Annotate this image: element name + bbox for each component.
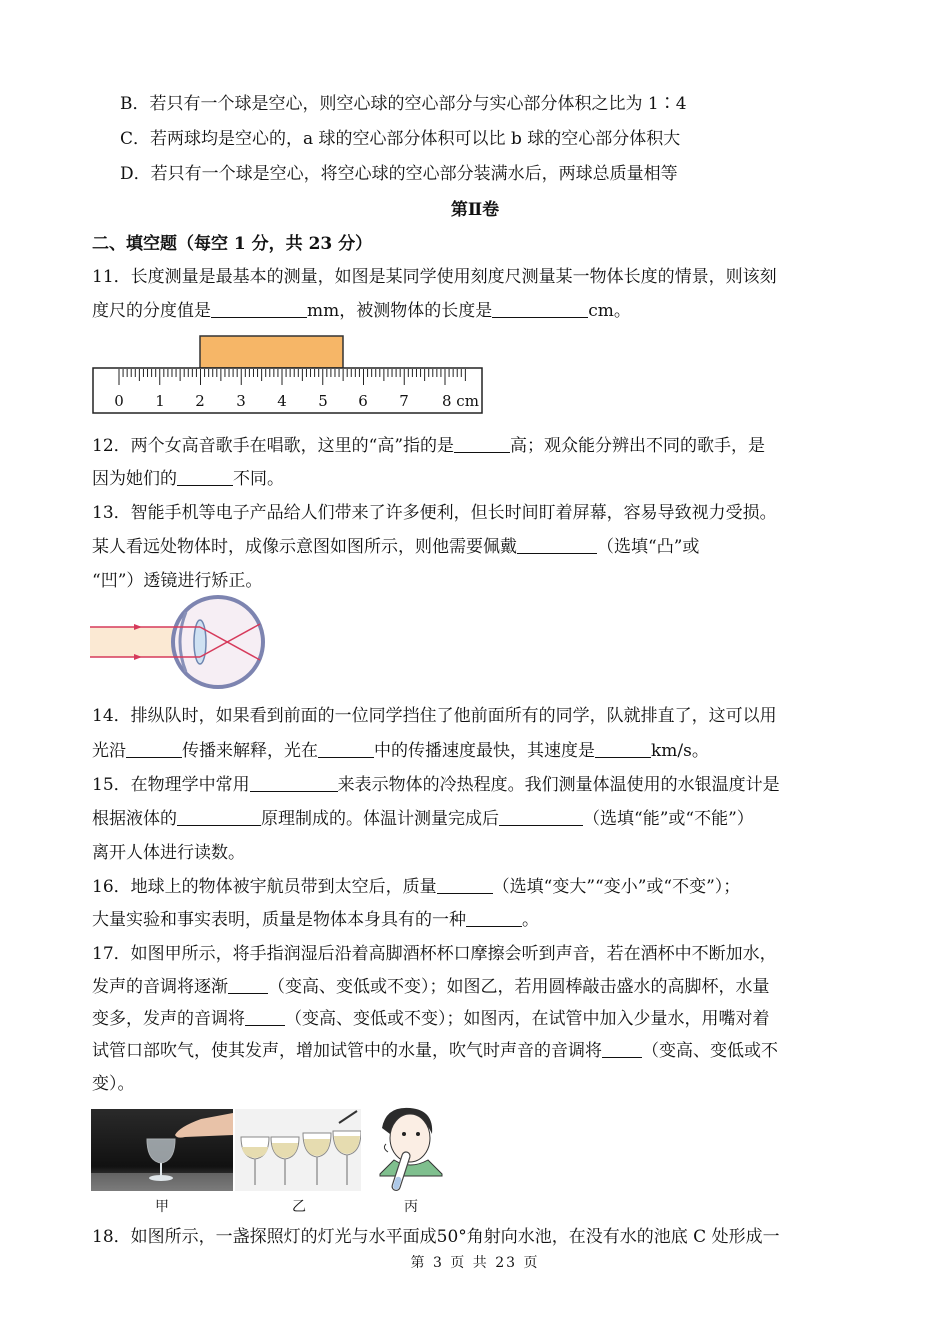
q15-text: 原理制成的。体温计测量完成后 — [261, 809, 499, 829]
answer-blank[interactable] — [466, 909, 522, 927]
q17-line4 — [92, 1039, 778, 1063]
answer-blank[interactable] — [602, 1040, 642, 1058]
answer-blank[interactable] — [211, 300, 307, 318]
q16-text: （选填“变大”“变小”或“不变”）； — [492, 877, 741, 897]
q14-text: 传播来解释，光在 — [182, 741, 318, 761]
q12-text: 因为她们的 — [92, 469, 177, 489]
q14-text: km/s。 — [651, 741, 709, 761]
caption-jia: 甲 — [155, 1199, 169, 1215]
q11-text: 度尺的分度值是 — [92, 301, 211, 321]
q12-text: 12．两个女高音歌手在唱歌，这里的“高”指的是 — [92, 436, 455, 456]
figure-bing-test-tube — [376, 1104, 446, 1196]
ruler-figure — [90, 334, 486, 416]
q13-text: 某人看远处物体时，成像示意图如图所示，则他需要佩戴 — [92, 537, 517, 557]
answer-blank[interactable] — [437, 876, 493, 894]
answer-blank[interactable] — [177, 808, 261, 826]
option-c: C．若两球均是空心的，a 球的空心部分体积可以比 b 球的空心部分体积大 — [120, 129, 681, 149]
q14-line1: 14．排纵队时，如果看到前面的一位同学挡住了他前面所有的同学，队就排直了，这可以用 — [92, 706, 777, 726]
q12-line1 — [92, 434, 765, 458]
ruler-label-4: 4 — [277, 392, 287, 410]
q14-text: 光沿 — [92, 741, 126, 761]
caption-yi: 乙 — [292, 1199, 306, 1215]
answer-blank[interactable] — [318, 740, 374, 758]
q15-text: 15．在物理学中常用 — [92, 775, 250, 795]
q15-text: 来表示物体的冷热程度。我们测量体温使用的水银温度计是 — [337, 775, 780, 795]
q11-text: cm。 — [588, 301, 631, 321]
q15-line3: 离开人体进行读数。 — [92, 843, 245, 863]
q16-text: 大量实验和事实表明，质量是物体本身具有的一种 — [92, 910, 466, 930]
option-b: B．若只有一个球是空心，则空心球的空心部分与实心部分体积之比为 1∶4 — [120, 94, 687, 114]
page-footer: 第 3 页 共 23 页 — [410, 1255, 540, 1271]
measured-block — [200, 336, 343, 368]
answer-blank[interactable] — [492, 300, 588, 318]
ruler-label-3: 3 — [236, 392, 246, 410]
q14-line2 — [92, 739, 709, 763]
figure-jia-glass — [91, 1109, 233, 1191]
answer-blank[interactable] — [250, 774, 338, 792]
q16-line2 — [92, 908, 539, 932]
ruler-label-8: 8 cm — [442, 392, 479, 410]
q13-line1: 13．智能手机等电子产品给人们带来了许多便利，但长时间盯着屏幕，容易导致视力受损。 — [92, 503, 777, 523]
q17-text: （变高、变低或不变）；如图丙，在试管中加入少量水，用嘴对着 — [285, 1009, 770, 1029]
ruler-label-6: 6 — [358, 392, 368, 410]
answer-blank[interactable] — [228, 976, 268, 994]
q13-line3: “凹”）透镜进行矫正。 — [92, 571, 263, 591]
caption-bing: 丙 — [404, 1199, 418, 1215]
q14-text: 中的传播速度最快，其速度是 — [374, 741, 595, 761]
q13-text: （选填“凸”或 — [597, 537, 700, 557]
q13-line2 — [92, 535, 699, 559]
q17-text: 试管口部吹气，使其发声，增加试管中的水量，吹气时声音的音调将 — [92, 1041, 602, 1061]
q15-line2 — [92, 807, 754, 831]
q12-line2 — [92, 467, 284, 491]
eye-diagram — [90, 594, 272, 692]
ruler-label-5: 5 — [318, 392, 328, 410]
q17-text: （变高、变低或不变）；如图乙，若用圆棒敲击盛水的高脚杯，水量 — [268, 977, 770, 997]
ruler-label-1: 1 — [155, 392, 165, 410]
q11-line1: 11．长度测量是最基本的测量，如图是某同学使用刻度尺测量某一物体长度的情景，则该刻 — [92, 267, 777, 287]
ruler-label-7: 7 — [399, 392, 409, 410]
q18-line1: 18．如图所示，一盏探照灯的灯光与水平面成50°角射向水池，在没有水的池底 C 处形成一 — [92, 1227, 780, 1247]
answer-blank[interactable] — [126, 740, 182, 758]
q11-text: mm，被测物体的长度是 — [307, 301, 493, 321]
q16-text: 16．地球上的物体被宇航员带到太空后，质量 — [92, 877, 437, 897]
q12-text: 高；观众能分辨出不同的歌手，是 — [510, 436, 766, 456]
option-d: D．若只有一个球是空心，将空心球的空心部分装满水后，两球总质量相等 — [120, 164, 678, 184]
q17-text: （变高、变低或不 — [642, 1041, 778, 1061]
section-title: 第Ⅱ卷 — [450, 200, 500, 220]
q17-line1: 17．如图甲所示，将手指润湿后沿着高脚酒杯杯口摩擦会听到声音，若在酒杯中不断加水， — [92, 944, 777, 964]
figure-yi-glasses — [235, 1109, 361, 1191]
q16-text: 。 — [522, 910, 539, 930]
answer-blank[interactable] — [177, 468, 233, 486]
q15-text: 根据液体的 — [92, 809, 177, 829]
q12-text: 不同。 — [233, 469, 284, 489]
eyeball — [173, 597, 263, 687]
answer-blank[interactable] — [454, 435, 510, 453]
q15-text: （选填“能”或“不能”） — [583, 809, 754, 829]
ruler-label-2: 2 — [195, 392, 205, 410]
section2-heading: 二、填空题（每空 1 分，共 23 分） — [92, 234, 373, 254]
answer-blank[interactable] — [499, 808, 583, 826]
q17-text: 变多，发声的音调将 — [92, 1009, 245, 1029]
q17-line3 — [92, 1007, 770, 1031]
q16-line1 — [92, 875, 740, 899]
q15-line1 — [92, 773, 780, 797]
q17-line5: 变）。 — [92, 1074, 135, 1094]
answer-blank[interactable] — [595, 740, 651, 758]
answer-blank[interactable] — [517, 536, 597, 554]
q11-line2 — [92, 299, 631, 323]
ruler-label-0: 0 — [114, 392, 124, 410]
q17-line2 — [92, 975, 770, 999]
q17-text: 发声的音调将逐渐 — [92, 977, 228, 997]
answer-blank[interactable] — [245, 1008, 285, 1026]
